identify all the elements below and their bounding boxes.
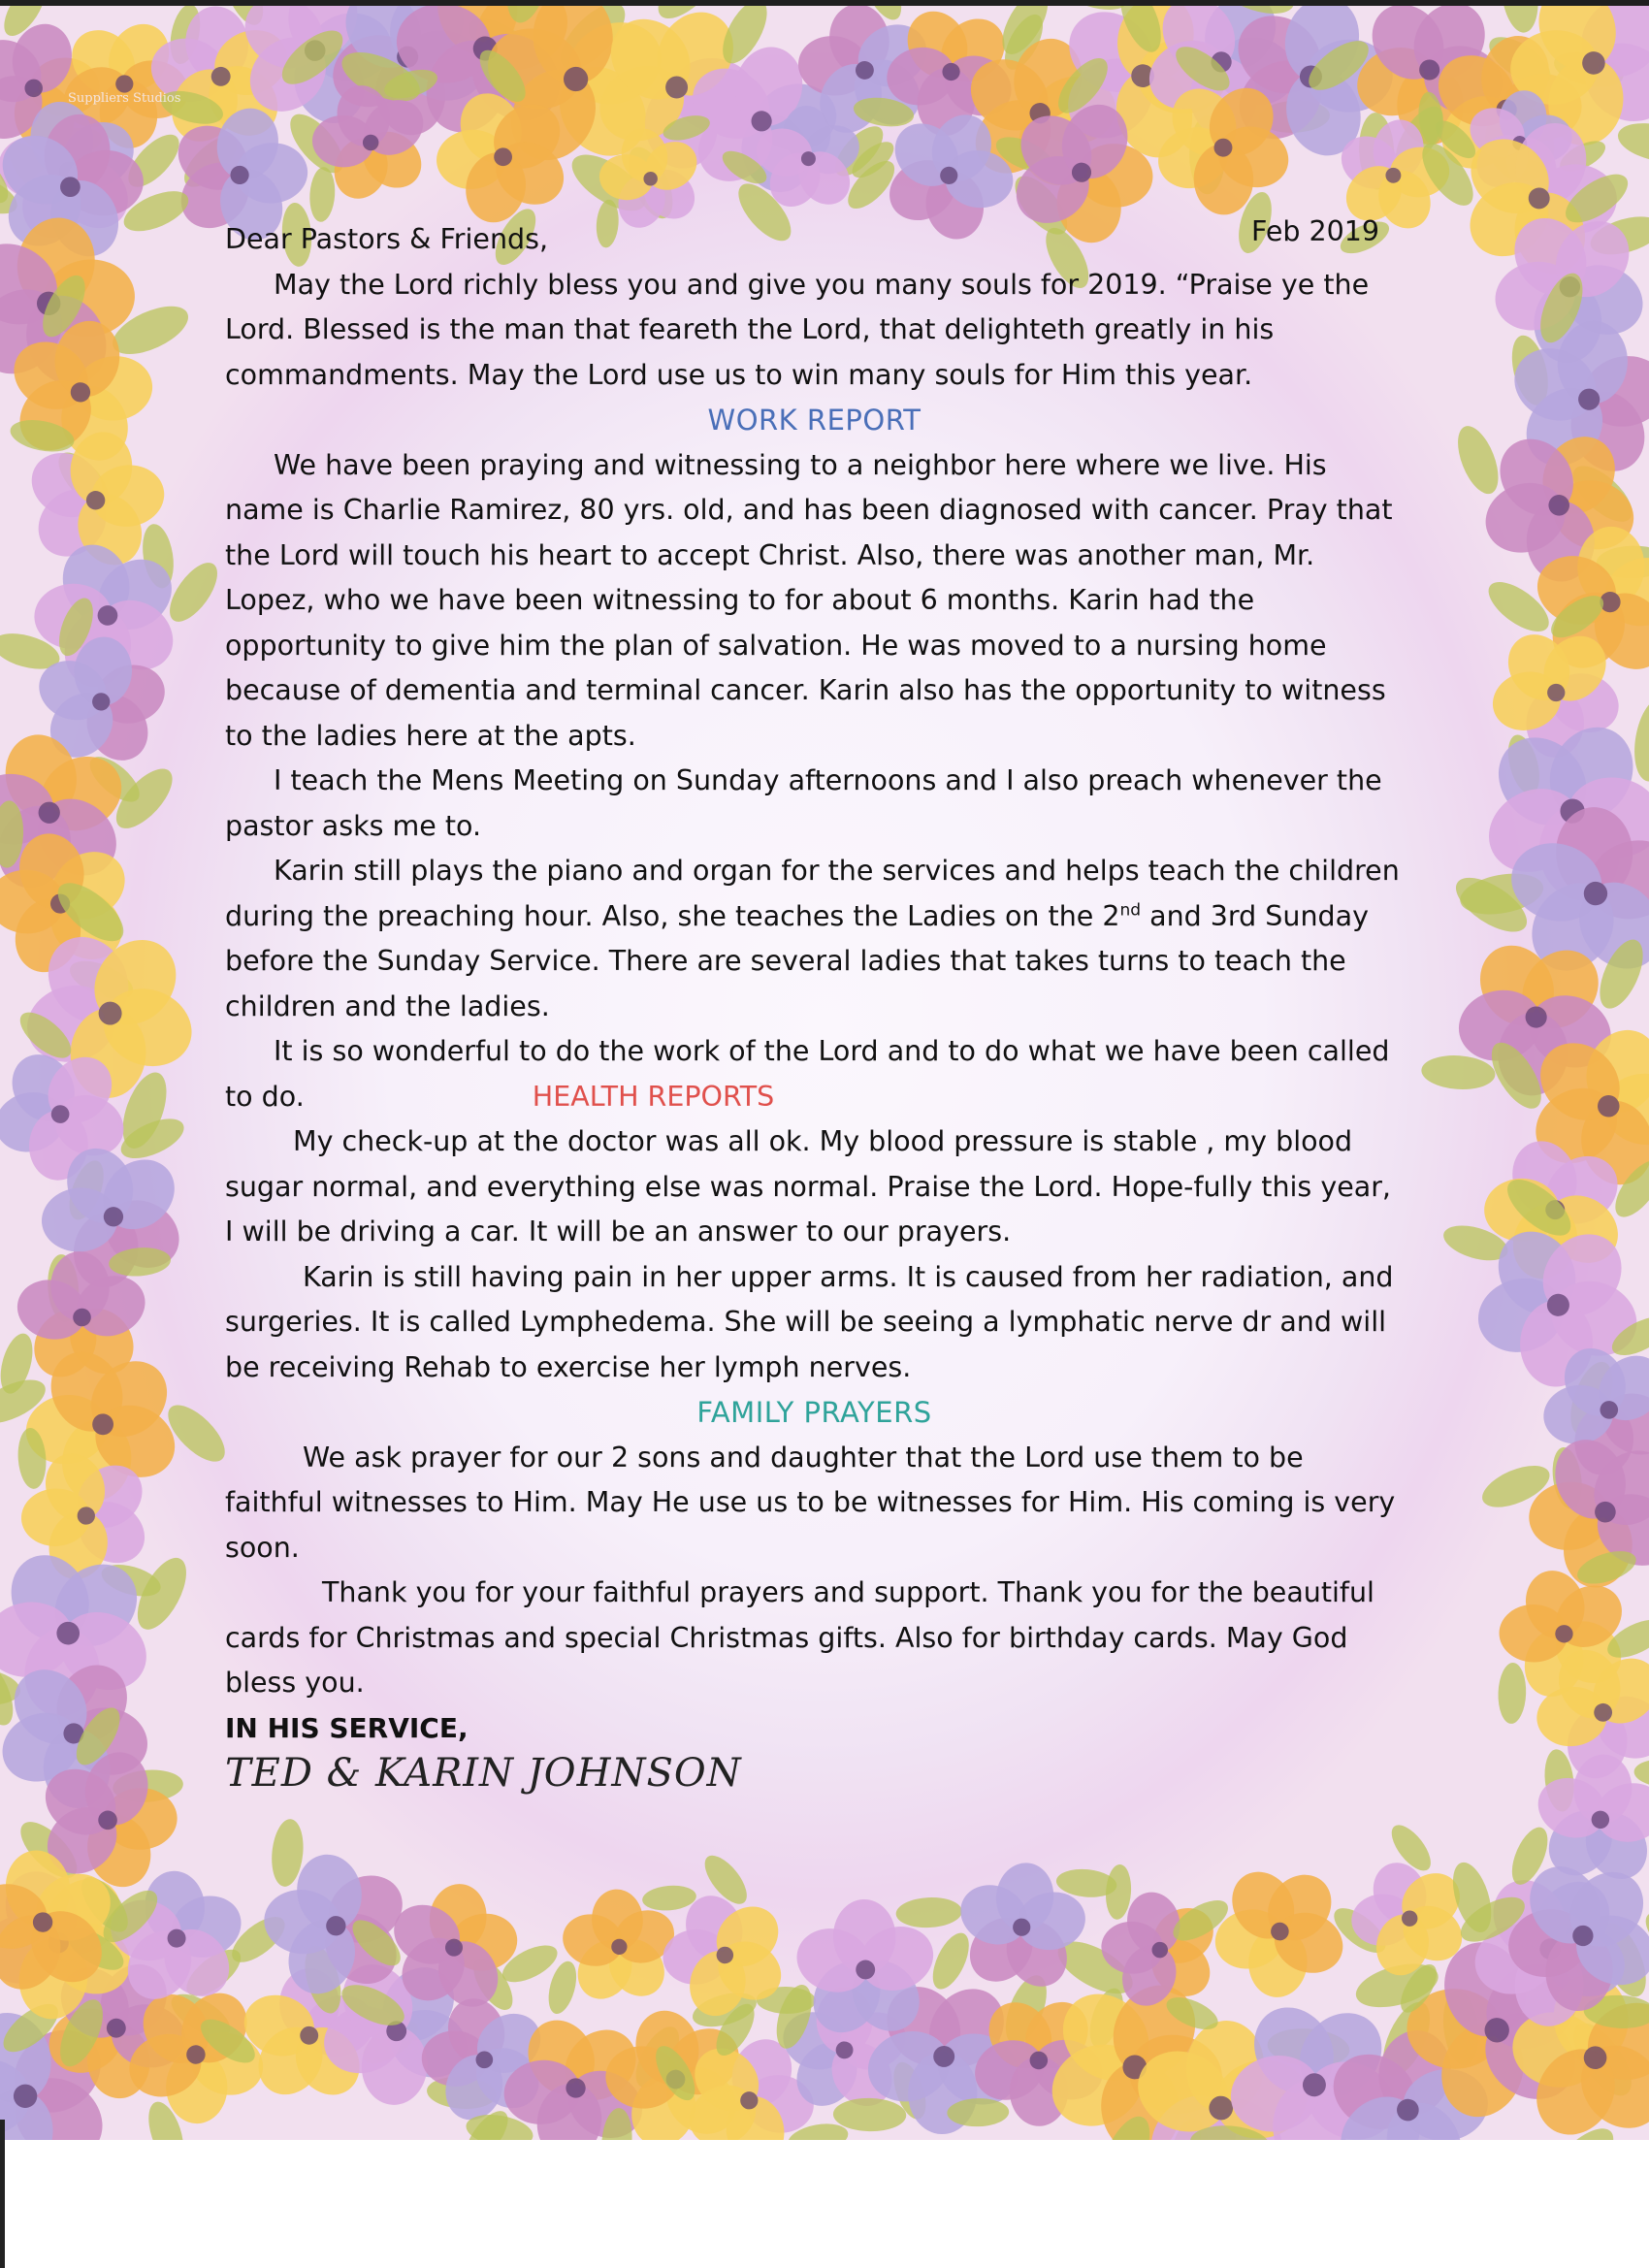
letter-date: Feb 2019 <box>1251 215 1380 247</box>
work-report-heading: WORK REPORT <box>707 404 922 437</box>
closing: IN HIS SERVICE, <box>225 1711 469 1744</box>
watermark: Suppliers Studios <box>68 91 181 106</box>
work-paragraph-3-b: and 3rd Sunday before the Sunday Service. There are several ladies that takes turns to teach the children and the ladies. <box>225 899 1369 1022</box>
health-reports-heading: HEALTH REPORTS <box>532 1080 775 1113</box>
work-paragraph-3 <box>225 849 1404 1029</box>
family-prayers-heading: FAMILY PRAYERS <box>696 1396 932 1429</box>
salutation: Dear Pastors & Friends, <box>225 223 549 255</box>
scan-left-edge <box>0 2120 5 2268</box>
work-paragraph-2: I teach the Mens Meeting on Sunday afternoons and I also preach whenever the pastor asks me to. <box>225 764 1382 842</box>
signature: TED & KARIN JOHNSON <box>225 1751 742 1796</box>
letter-body <box>225 217 1404 1797</box>
family-paragraph-1: We ask prayer for our 2 sons and daughter that the Lord use them to be faithful witnesses to Him. May He use us to be witnesses for Him. His coming is very soon. <box>225 1441 1396 1564</box>
family-paragraph-2: Thank you for your faithful prayers and support. Thank you for the beautiful cards for Christmas and special Christmas gifts. Also for birthday cards. May God bless you. <box>225 1576 1374 1699</box>
work-paragraph-1: We have been praying and witnessing to a neighbor here where we live. His name is Charlie Ramirez, 80 yrs. old, and has been diagnosed with cancer. Pray that the Lord will touch his heart to accept Christ. Also, there was another man, Mr. Lopez, who we have been witnessing to for about 6 months. Karin had the opportunity to give him the plan of salvation. He was moved to a nursing home because of dementia and terminal cancer. Karin also has the opportunity to witness to the ladies here at the apts. <box>225 448 1393 752</box>
work-paragraph-4 <box>225 1029 1404 1119</box>
health-paragraph-2: Karin is still having pain in her upper arms. It is caused from her radiation, and surgeries. It is called Lymphedema. She will be seeing a lymphatic nerve dr and will be receiving Rehab to exercise her lymph nerves. <box>225 1260 1394 1383</box>
health-paragraph-1: My check-up at the doctor was all ok. My blood pressure is stable , my blood sugar normal, and everything else was normal. Praise the Lord. Hope-fully this year, I will be driving a car. It will be an answer to our prayers. <box>225 1125 1391 1247</box>
ordinal-suffix: nd <box>1119 900 1142 920</box>
work-paragraph-4-text: It is so wonderful to do the work of the Lord and to do what we have been called to do. <box>225 1035 1390 1113</box>
work-paragraph-3-a: Karin still plays the piano and organ for the services and helps teach the children during the preaching hour. Also, she teaches the Ladies on the 2 <box>225 855 1400 932</box>
intro-paragraph: May the Lord richly bless you and give you many souls for 2019. “Praise ye the Lord. Blessed is the man that feareth the Lord, that delighteth greatly in his commandments. May the Lord use us to win many souls for Him this year. <box>225 268 1370 391</box>
